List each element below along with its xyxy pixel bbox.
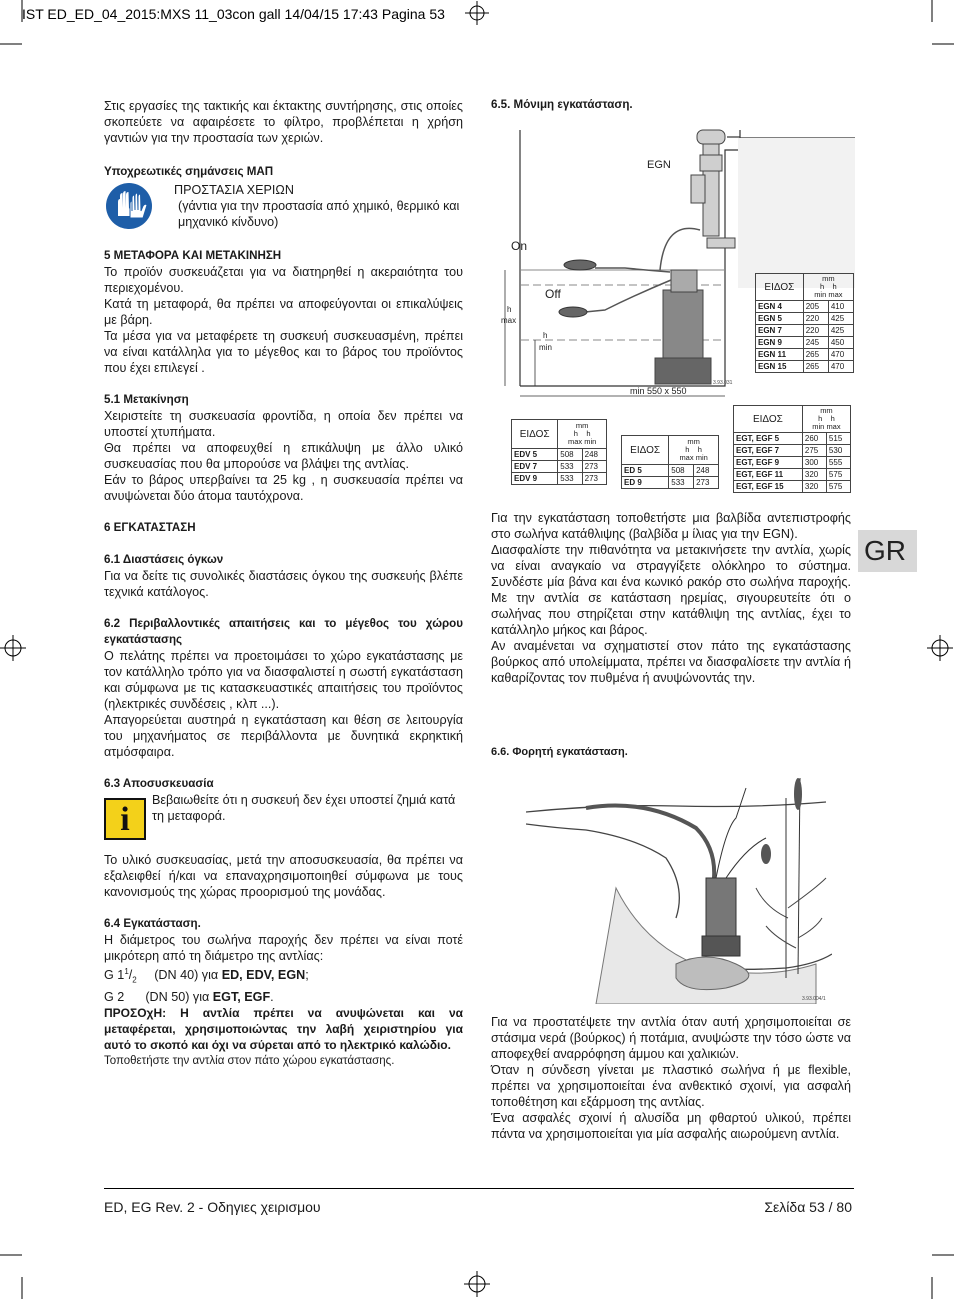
footer-rule xyxy=(104,1188,854,1189)
s5-p1: Το προϊόν συσκευάζεται για να διατηρηθεί η ακεραιότητα του περιεχομένου. xyxy=(104,265,463,295)
table-row xyxy=(512,449,607,461)
hmin-label: h xyxy=(543,331,548,340)
hmin-cell: 265 xyxy=(803,361,828,373)
dimension-label: min 550 x 550 xyxy=(630,386,687,396)
hmax-cell: 273 xyxy=(582,473,606,485)
hmax-cell: 425 xyxy=(828,313,853,325)
hmax-cell: 273 xyxy=(582,461,606,473)
section-65-title: 6.5. Μόνιμη εγκατάσταση. xyxy=(491,98,633,111)
s64-warning: ΠΡΟΣΟχΗ: Η αντλία πρέπει να ανυψώνεται και να μεταφέρεται, χρησιμοποιώντας την λαβή χειριστηρίου για αυτό το σκοπό και όχι να σύρεται από το ηλεκτρικό καλώδιο. xyxy=(104,1005,463,1052)
on-label: On xyxy=(511,239,528,253)
hmin-cell: 205 xyxy=(803,301,828,313)
s51-p1: Χειριστείτε τη συσκευασία φροντίδα, η οποία δεν πρέπει να υποστεί χτυπήματα. xyxy=(104,409,463,439)
hmin-cell: 508 xyxy=(669,465,694,477)
s61-p: Για να δείτε τις συνολικές διαστάσεις όγκου της συσκευής βλέπε τεχνικά κατάλογος. xyxy=(104,569,463,599)
hmax-cell: 450 xyxy=(828,337,853,349)
footer-title: ED, EG Rev. 2 - Οδηγιες χειρισμου xyxy=(104,1199,321,1215)
registration-mark-left xyxy=(0,635,26,661)
s66-paragraph: Για να προστατέψετε την αντλία όταν αυτή χρησιμοποιείται σε στάσιμα νερά (βούρκος) ή ποτάμια, ανυψώστε την τόσο ώστε να αποφεχθεί αναρρόφηση άμμου και χαλικιών. Όταν η σύνδεση γίνεται με πλαστικό σωλήνα ή με flexible, πρέπει να χρησιμοποιείται ένα ανθεκτικό σχοινί, για ασφαλή τοποθέτηση και εξάρμοση της αντλίας. Ένα ασφαλές σχοινί ή αλυσίδα μη φθαρτού υλικού, πρέπει πάντα να χρησιμοποιείται για μία ασφαλής αιωρούμενη αντλία. xyxy=(491,1015,851,1141)
info-text: Βεβαιωθείτε ότι η συσκευή δεν έχει υποστεί ζημιά κατά τη μεταφορά. xyxy=(152,793,456,823)
info-icon: i xyxy=(104,798,146,840)
model-cell: ED 5 xyxy=(622,465,669,477)
hmin-cell: 265 xyxy=(803,349,828,361)
hmin-cell: 220 xyxy=(803,325,828,337)
s64-p1: Η διάμετρος του σωλήνα παροχής δεν πρέπει να είναι ποτέ μικρότερη από τη διάμετρο της αντλίας: xyxy=(104,933,463,963)
intro-paragraph: Στις εργασίες της τακτικής και έκτακτης συντήρησης, στις οποίες σκοπεύετε να αφαιρέσετε το φίλτρο, προβλέπεται η χρήση γαντιών για την προστασία των χεριών. xyxy=(104,99,463,145)
table-head-mm: mm h h min max xyxy=(803,274,853,301)
model-cell: EGT, EGF 9 xyxy=(734,457,803,469)
hmin-cell: 320 xyxy=(802,481,826,493)
left-column xyxy=(104,98,463,1069)
model-cell: EGN 7 xyxy=(756,325,804,337)
portable-installation-diagram xyxy=(526,768,832,1004)
model-cell: EGN 4 xyxy=(756,301,804,313)
ppe-line-2: (γάντια για την προστασία από χημικό, θερμικό και μηχανικό κίνδυνο) xyxy=(178,199,460,229)
table-row xyxy=(756,337,854,349)
hmax-cell: 470 xyxy=(828,361,853,373)
table-row xyxy=(512,461,607,473)
model-cell: EGN 15 xyxy=(756,361,804,373)
s64-row1: G $1^1/_2$ (DN 40) για ED, EDV, EGN; xyxy=(104,967,309,985)
egt-table xyxy=(733,405,851,493)
hmin-cell: 320 xyxy=(802,469,826,481)
edv-table xyxy=(511,419,607,485)
s51-p2: Θα πρέπει να αποφευχθεί η επικάλυψη με άλλο υλικό συσκευασίας που θα μπορούσε να βλάψει της αντλίας. xyxy=(104,441,463,471)
hmax-cell: 425 xyxy=(828,325,853,337)
hmax-cell: 555 xyxy=(826,457,850,469)
hmax-cell: 530 xyxy=(826,445,850,457)
registration-mark-top xyxy=(465,1,489,25)
section-5-title: 5 ΜΕΤΑΦΟΡΑ ΚΑΙ ΜΕΤΑΚΙΝΗΣΗ xyxy=(104,249,282,262)
hmax-cell: 410 xyxy=(828,301,853,313)
off-label: Off xyxy=(545,287,561,301)
ppe-text xyxy=(174,182,464,230)
table-head-mm: mm h h max min xyxy=(558,420,607,449)
figure-code-2: 3.93.004/1 xyxy=(802,996,826,1002)
table-row xyxy=(756,313,854,325)
s64-row2: G 2 (DN 50) για EGT, EGF. xyxy=(104,989,274,1004)
hmin-cell: 275 xyxy=(802,445,826,457)
table-row xyxy=(734,481,851,493)
ppe-title: Υποχρεωτικές σημάνσεις ΜΑΠ xyxy=(104,165,274,178)
section-61-title: 6.1 Διαστάσεις όγκων xyxy=(104,553,224,566)
hmax-cell: 273 xyxy=(694,477,719,489)
model-cell: EGN 11 xyxy=(756,349,804,361)
hmin-cell: 508 xyxy=(558,449,582,461)
table-row xyxy=(734,433,851,445)
model-cell: EDV 9 xyxy=(512,473,558,485)
hmin-cell: 533 xyxy=(669,477,694,489)
model-cell: EGT, EGF 7 xyxy=(734,445,803,457)
s63-p: Το υλικό συσκευασίας, μετά την αποσυσκευασία, θα πρέπει να εξαλειφθεί ή/και να επαναχρησιμοποιηθεί σύμφωνα με τους κανονισμούς της χώρας προορισμού της μονάδας. xyxy=(104,853,463,899)
print-header: IST ED_ED_04_2015:MXS 11_03con gall 14/04/15 17:43 Pagina 53 xyxy=(22,6,445,22)
s65-paragraph: Για την εγκατάσταση τοποθετήστε μια βαλβίδα αντεπιστροφής στο σωλήνα κατάθλιψης (βαλβίδα μ ίλιας για την EGN). Διασφαλίστε την πιθανότητα να μετακινήσετε την αντλία, χωρίς να είναι αναγκαίο να στραγγίξετε ολόκληρο το σύστημα. Συνδέστε μία βάνα και ένα κωνικό ρακόρ στο σωλήνα παροχής. Με την αντλία σε κατάσταση ηρεμίας, σιγουρευτείτε ότι ο σωλήνας που στηρίζεται στην κατάθλιψη της αντλίας, έχει το κατάλληλο μήκος και βάρος. Αν αναμένεται να σχηματιστεί στον πάτο της εγκατάστασης βούρκος από υπολείμματα, πρέπει να διασφαλίσετε την αντλία ή καθαρίζοντας τον πυθμένα ή ανυψώνοντάς την. xyxy=(491,511,851,685)
section-66-title: 6.6. Φορητή εγκατάσταση. xyxy=(491,746,628,758)
model-cell: ED 9 xyxy=(622,477,669,489)
s51-p3: Εάν το βάρος υπερβαίνει τα 25 kg , η συσκευασία πρέπει να ανυψώνεται δύο άτομα ταυτόχρονα. xyxy=(104,473,463,503)
hmax-cell: 248 xyxy=(582,449,606,461)
table-head-mm: mm h h min max xyxy=(802,406,850,433)
figure-code: 3.93.031 xyxy=(713,380,733,386)
section-62-title: 6.2 Περιβαλλοντικές απαιτήσεις και το μέγεθος του χώρου εγκατάστασης xyxy=(104,617,463,646)
model-cell: EGN 9 xyxy=(756,337,804,349)
registration-mark-bottom xyxy=(464,1271,490,1297)
hmin-cell: 300 xyxy=(802,457,826,469)
s64-p2: Τοποθετήστε την αντλία στον πάτο χώρου εγκατάστασης. xyxy=(104,1054,395,1067)
ppe-block xyxy=(104,182,463,234)
model-cell: EGN 5 xyxy=(756,313,804,325)
info-block xyxy=(104,792,463,852)
table-head-type: ΕΙΔΟΣ xyxy=(622,436,669,465)
table-row xyxy=(756,349,854,361)
table-row xyxy=(734,457,851,469)
hmin-cell: 533 xyxy=(558,473,582,485)
table-row xyxy=(734,469,851,481)
hmax-cell: 575 xyxy=(826,469,850,481)
s62-p1: Ο πελάτης πρέπει να προετοιμάσει το χώρο εγκατάστασης με τον κατάλληλο τρόπο για να διασφαλιστεί η σωστή εγκατάσταση και σύμφωνα με τις κατασκευαστικές απαιτήσεις του προϊόντος (ηλεκτρικές συνδέσεις , κλπ ...). xyxy=(104,649,463,711)
model-cell: EDV 5 xyxy=(512,449,558,461)
hmin-cell: 245 xyxy=(803,337,828,349)
hmin-cell: 220 xyxy=(803,313,828,325)
hmax-cell: 515 xyxy=(826,433,850,445)
egn-table xyxy=(755,273,854,373)
table-head-type: ΕΙΔΟΣ xyxy=(756,274,804,301)
ppe-line-1: ΠΡΟΣΤΑΣΙΑ ΧΕΡΙΩΝ xyxy=(174,183,294,197)
page-number: Σελίδα 53 / 80 xyxy=(764,1199,852,1215)
s62-p2: Απαγορεύεται αυστηρά η εγκατάσταση και θέση σε λειτουργία του μηχανήματος σε περιβάλλοντα με δυνητικά εκρηκτική ατμόσφαιρα. xyxy=(104,713,463,759)
hmax-cell: 248 xyxy=(694,465,719,477)
table-row xyxy=(512,473,607,485)
table-row xyxy=(734,445,851,457)
hmin-cell: 533 xyxy=(558,461,582,473)
section-51-title: 5.1 Μετακίνηση xyxy=(104,393,189,406)
table-row xyxy=(756,361,854,373)
model-cell: EGT, EGF 11 xyxy=(734,469,803,481)
hmax-cell: 575 xyxy=(826,481,850,493)
section-64-title: 6.4 Εγκατάσταση. xyxy=(104,917,201,930)
hmax-label: h xyxy=(507,305,512,314)
table-head-type: ΕΙΔΟΣ xyxy=(512,420,558,449)
model-cell: EGT, EGF 15 xyxy=(734,481,803,493)
hmin-cell: 260 xyxy=(802,433,826,445)
table-row xyxy=(756,301,854,313)
table-head-mm: mm h h max min xyxy=(669,436,719,465)
section-63-title: 6.3 Αποσυσκευασία xyxy=(104,777,214,790)
model-cell: EGT, EGF 5 xyxy=(734,433,803,445)
language-tab: GR xyxy=(858,530,917,572)
table-row xyxy=(622,477,719,489)
hmax-cell: 470 xyxy=(828,349,853,361)
egn-label: EGN xyxy=(647,159,671,171)
hmax-label-2: max xyxy=(501,316,517,325)
s5-p3: Τα μέσα για να μεταφέρετε τη συσκευή συσκευασμένη, πρέπει να είναι κατάλληλα για το μέγεθος και το βάρος του προϊόντος που έχει επιλεγεί . xyxy=(104,329,463,375)
table-head-type: ΕΙΔΟΣ xyxy=(734,406,803,433)
table-row xyxy=(756,325,854,337)
model-cell: EDV 7 xyxy=(512,461,558,473)
s5-p2: Κατά τη μεταφορά, θα πρέπει να αποφεύγονται οι επικαλύψεις με βάρη. xyxy=(104,297,463,327)
table-row xyxy=(622,465,719,477)
section-6-title: 6 ΕΓΚΑΤΑΣΤΑΣΗ xyxy=(104,521,196,534)
registration-mark-right xyxy=(927,635,953,661)
hmin-label-2: min xyxy=(539,343,552,352)
gloves-icon xyxy=(104,182,154,230)
ed-table xyxy=(621,435,719,489)
